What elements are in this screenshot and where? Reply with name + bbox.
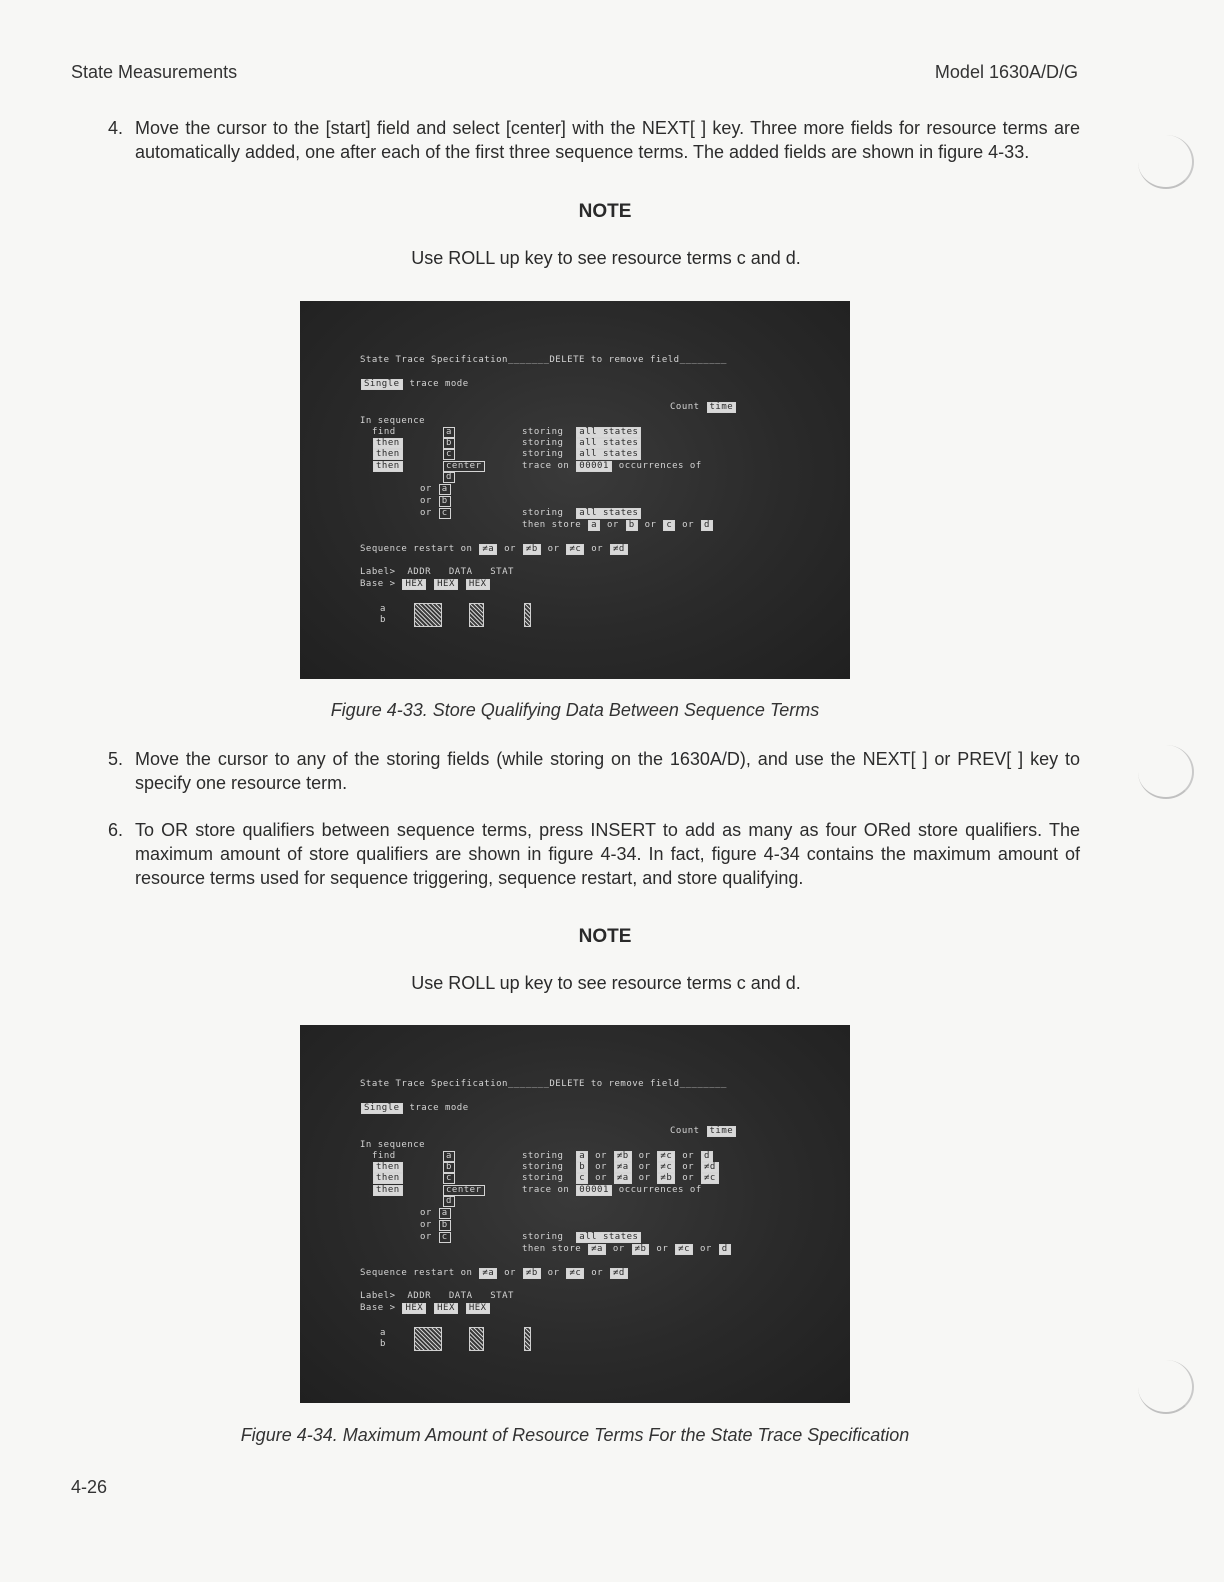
sequence-label-1 xyxy=(372,438,404,449)
or-term-field[interactable]: b xyxy=(439,496,451,507)
screen-text: storing xyxy=(522,1162,564,1172)
sequence-action-0 xyxy=(522,1151,714,1162)
screen-text: or xyxy=(420,508,432,518)
pod-label-line-a xyxy=(380,1328,386,1339)
screen-text: storing xyxy=(522,508,564,518)
screen-text: or xyxy=(547,544,560,554)
store-qualifier-field[interactable]: ≠c xyxy=(657,1162,675,1173)
then-field[interactable]: then xyxy=(373,1185,403,1196)
page-number: 4-26 xyxy=(71,1477,108,1497)
screen-text: Base > xyxy=(360,1303,396,1313)
store-qualifier-field[interactable]: a xyxy=(576,1151,588,1162)
screen-title: State Trace Specification_______DELETE to remove field________ xyxy=(360,1079,727,1089)
screen-text: or xyxy=(644,520,657,530)
screen-text: or xyxy=(420,484,432,494)
screen-text: Label> xyxy=(360,1291,396,1301)
count-line xyxy=(670,402,737,413)
or-term-2 xyxy=(420,1232,452,1243)
last-storing-line xyxy=(522,508,642,519)
note-text-2: Use ROLL up key to see resource terms c and d. xyxy=(411,973,801,993)
step-number: 6. xyxy=(108,820,124,840)
sequence-term-field[interactable]: c xyxy=(443,1173,455,1184)
restart-label: Sequence restart on xyxy=(360,544,473,554)
base-row xyxy=(360,1303,491,1314)
screen-title-line xyxy=(360,355,727,366)
screen-text: storing xyxy=(522,438,564,448)
restart-term-field[interactable]: ≠a xyxy=(479,1268,497,1279)
count-line xyxy=(670,1126,737,1137)
stat-bit-pattern xyxy=(524,603,531,627)
pod-label-line-b xyxy=(380,615,386,626)
restart-term-field[interactable]: ≠b xyxy=(523,544,541,555)
screen-text: or xyxy=(638,1162,651,1172)
screen-text: Count xyxy=(670,1126,700,1136)
then-store-field[interactable]: ≠b xyxy=(632,1244,650,1255)
screen-text: storing xyxy=(522,1173,564,1183)
screen-text: or xyxy=(420,496,432,506)
sequence-label-3 xyxy=(372,1185,404,1196)
screen-text: or xyxy=(547,1268,560,1278)
step-text: To OR store qualifiers between sequence terms, press INSERT to add as many as four ORed store qualifiers. The maximum amount of store qualifiers are shown in figure 4-34. In fact, figure 4-34 contains the maximum amount of resource terms used for sequence triggering, sequence restart, and store qualifying. xyxy=(135,820,1080,888)
then-store-field[interactable]: c xyxy=(663,520,675,531)
store-qualifier-field[interactable]: all states xyxy=(576,508,641,519)
screen-text: or xyxy=(504,1268,516,1278)
screen-text: occurrences of xyxy=(618,461,702,471)
screen-text: ADDR xyxy=(407,567,432,577)
base-field[interactable]: HEX xyxy=(402,579,426,590)
sequence-action-1 xyxy=(522,438,642,449)
restart-term-field[interactable]: ≠c xyxy=(566,1268,584,1279)
then-store-field[interactable]: ≠a xyxy=(588,1244,606,1255)
sequence-term-field[interactable]: d xyxy=(443,472,455,483)
screen-text: or xyxy=(591,1268,604,1278)
step-4 xyxy=(108,116,1080,164)
note-heading-1: NOTE xyxy=(578,201,632,222)
screen-text: storing xyxy=(522,1232,564,1242)
restart-term-field[interactable]: ≠d xyxy=(610,544,628,555)
screen-text: storing xyxy=(522,427,564,437)
figure-4-33-caption: Figure 4-33. Store Qualifying Data Between Sequence Terms xyxy=(330,700,820,720)
or-term-field[interactable]: c xyxy=(439,1232,451,1243)
screen-text: trace on xyxy=(522,1185,570,1195)
or-term-field[interactable]: b xyxy=(439,1220,451,1231)
count-field[interactable]: time xyxy=(707,1126,737,1137)
trace-mode-field[interactable]: Single xyxy=(361,379,403,390)
screen-text: or xyxy=(591,544,604,554)
or-term-0 xyxy=(420,1208,452,1219)
pod-label-a: a xyxy=(380,1328,386,1338)
base-field[interactable]: HEX xyxy=(434,579,458,590)
screen-text: then store xyxy=(522,520,582,530)
sequence-action-0 xyxy=(522,427,642,438)
screen-text: or xyxy=(420,1220,432,1230)
step-6 xyxy=(108,818,1080,890)
then-field[interactable]: then xyxy=(373,449,403,460)
in-sequence-label xyxy=(360,1140,425,1151)
note-text-1: Use ROLL up key to see resource terms c and d. xyxy=(411,248,801,268)
screen-text: DATA xyxy=(448,567,473,577)
sequence-label-1 xyxy=(372,1162,404,1173)
screen-text: or xyxy=(595,1151,607,1161)
screen-title: State Trace Specification_______DELETE to remove field________ xyxy=(360,355,727,365)
data-bit-pattern xyxy=(469,603,484,627)
base-field[interactable]: HEX xyxy=(466,1303,490,1314)
screen-text: or xyxy=(699,1244,712,1254)
screen-text: or xyxy=(656,1244,669,1254)
screen-text: Base > xyxy=(360,579,396,589)
sequence-term-4 xyxy=(442,1196,456,1207)
sequence-term-field[interactable]: center xyxy=(443,1185,485,1196)
trace-mode-field[interactable]: Single xyxy=(361,1103,403,1114)
screen-text: ADDR xyxy=(407,1291,432,1301)
screen-text: or xyxy=(682,520,695,530)
then-store-field[interactable]: ≠c xyxy=(675,1244,693,1255)
sequence-term-0 xyxy=(442,427,456,438)
addr-bit-pattern xyxy=(414,603,442,627)
store-qualifier-field[interactable]: ≠c xyxy=(701,1173,719,1184)
screen-text: trace on xyxy=(522,461,570,471)
step-text: Move the cursor to the [start] field and select [center] with the NEXT[ ] key. Three more fields for resource terms are automatically added, one after each of the first three sequence terms. The added fields are shown in figure 4-33. xyxy=(135,118,1080,162)
step-number: 5. xyxy=(108,749,124,769)
store-qualifier-field[interactable]: ≠d xyxy=(701,1162,719,1173)
store-qualifier-field[interactable]: all states xyxy=(576,449,641,460)
punch-hole-mark xyxy=(1138,1360,1194,1414)
sequence-label-0 xyxy=(372,427,396,438)
sequence-term-field[interactable]: b xyxy=(443,1162,455,1173)
screen-text: then store xyxy=(522,1244,582,1254)
screen-title-line xyxy=(360,1079,727,1090)
store-qualifier-field[interactable]: d xyxy=(701,1151,713,1162)
punch-hole-mark xyxy=(1138,745,1194,799)
sequence-term-field[interactable]: c xyxy=(443,449,455,460)
screen-text: storing xyxy=(522,1151,564,1161)
screen-text: or xyxy=(606,520,619,530)
header-left: State Measurements xyxy=(71,62,238,82)
sequence-action-3 xyxy=(522,1185,702,1196)
in-sequence-label xyxy=(360,416,425,427)
stat-bit-pattern xyxy=(524,1327,531,1351)
store-qualifier-field[interactable]: ≠a xyxy=(614,1162,632,1173)
pod-label-line-b xyxy=(380,1339,386,1350)
figure-4-34-caption: Figure 4-34. Maximum Amount of Resource Terms For the State Trace Specification xyxy=(240,1425,910,1445)
screen-text: STAT xyxy=(490,567,514,577)
count-field[interactable]: time xyxy=(707,402,737,413)
data-bit-pattern xyxy=(469,1327,484,1351)
then-field[interactable]: then xyxy=(373,461,403,472)
or-term-field[interactable]: a xyxy=(439,484,451,495)
label-row xyxy=(360,567,514,578)
trace-mode-line xyxy=(360,1103,469,1114)
sequence-term-field[interactable]: d xyxy=(443,1196,455,1207)
sequence-term-2 xyxy=(442,1173,456,1184)
screen-text: In sequence xyxy=(360,416,426,426)
screen-text: In sequence xyxy=(360,1140,426,1150)
base-row xyxy=(360,579,491,590)
pod-label-a: a xyxy=(380,604,386,614)
screen-text: or xyxy=(638,1173,651,1183)
screen-text: storing xyxy=(522,449,564,459)
screen-text: or xyxy=(595,1162,607,1172)
screen-text: or xyxy=(682,1173,695,1183)
base-field[interactable]: HEX xyxy=(466,579,490,590)
last-storing-line xyxy=(522,1232,642,1243)
screen-text: or xyxy=(682,1162,695,1172)
screen-text: or xyxy=(612,1244,625,1254)
sequence-term-1 xyxy=(442,438,456,449)
addr-bit-pattern xyxy=(414,1327,442,1351)
sequence-term-field[interactable]: b xyxy=(443,438,455,449)
pod-label-b: b xyxy=(380,615,386,625)
sequence-term-field[interactable]: center xyxy=(443,461,485,472)
store-qualifier-field[interactable]: ≠b xyxy=(614,1151,632,1162)
screen-text: or xyxy=(595,1173,607,1183)
sequence-term-field[interactable]: a xyxy=(443,1151,455,1162)
then-field[interactable]: then xyxy=(373,1162,403,1173)
screen-text: STAT xyxy=(490,1291,514,1301)
sequence-term-2 xyxy=(442,449,456,460)
occurrence-field[interactable]: 00001 xyxy=(576,1185,612,1196)
pod-label-b: b xyxy=(380,1339,386,1349)
sequence-action-1 xyxy=(522,1162,720,1173)
sequence-term-3 xyxy=(442,1185,486,1196)
then-field[interactable]: then xyxy=(373,1173,403,1184)
screen-text: Count xyxy=(670,402,700,412)
base-field[interactable]: HEX xyxy=(402,1303,426,1314)
occurrence-field[interactable]: 00001 xyxy=(576,461,612,472)
store-qualifier-field[interactable]: all states xyxy=(576,1232,641,1243)
sequence-label-0 xyxy=(372,1151,396,1162)
or-term-0 xyxy=(420,484,452,495)
trace-mode-line xyxy=(360,379,469,390)
then-store-line xyxy=(522,520,714,531)
header-right: Model 1630A/D/G xyxy=(934,62,1078,82)
or-term-1 xyxy=(420,1220,452,1231)
pod-label-line-a xyxy=(380,604,386,615)
screen-text: trace mode xyxy=(409,379,469,389)
sequence-action-2 xyxy=(522,449,642,460)
store-qualifier-field[interactable]: ≠c xyxy=(657,1151,675,1162)
sequence-term-1 xyxy=(442,1162,456,1173)
screen-text: or xyxy=(638,1151,651,1161)
screen-text: occurrences of xyxy=(618,1185,702,1195)
screen-text: DATA xyxy=(448,1291,473,1301)
step-number: 4. xyxy=(108,118,124,138)
sequence-label-2 xyxy=(372,1173,404,1184)
sequence-term-field[interactable]: a xyxy=(443,427,455,438)
label-row xyxy=(360,1291,514,1302)
base-field[interactable]: HEX xyxy=(434,1303,458,1314)
store-qualifier-field[interactable]: b xyxy=(576,1162,588,1173)
restart-term-field[interactable]: ≠a xyxy=(479,544,497,555)
sequence-label-3 xyxy=(372,461,404,472)
or-term-field[interactable]: a xyxy=(439,1208,451,1219)
screen-text: or xyxy=(420,1232,432,1242)
screen-text: or xyxy=(420,1208,432,1218)
screen-text: trace mode xyxy=(409,1103,469,1113)
restart-term-field[interactable]: ≠d xyxy=(610,1268,628,1279)
sequence-action-2 xyxy=(522,1173,720,1184)
punch-hole-mark xyxy=(1138,135,1194,189)
figure-4-33-screen xyxy=(300,301,850,679)
or-term-field[interactable]: c xyxy=(439,508,451,519)
restart-term-field[interactable]: ≠c xyxy=(566,544,584,555)
sequence-term-4 xyxy=(442,472,456,483)
store-qualifier-field[interactable]: ≠a xyxy=(614,1173,632,1184)
step-5 xyxy=(108,747,1080,795)
screen-text: find xyxy=(372,427,396,437)
store-qualifier-field[interactable]: all states xyxy=(576,438,641,449)
store-qualifier-field[interactable]: c xyxy=(576,1173,588,1184)
figure-4-34-screen xyxy=(300,1025,850,1403)
screen-text: find xyxy=(372,1151,396,1161)
screen-text: or xyxy=(682,1151,695,1161)
then-store-line xyxy=(522,1244,732,1255)
sequence-restart-line xyxy=(360,1268,629,1279)
then-store-field[interactable]: d xyxy=(701,520,713,531)
note-heading-2: NOTE xyxy=(578,926,632,947)
screen-text: Label> xyxy=(360,567,396,577)
or-term-1 xyxy=(420,496,452,507)
sequence-term-3 xyxy=(442,461,486,472)
then-store-field[interactable]: d xyxy=(719,1244,731,1255)
step-text: Move the cursor to any of the storing fields (while storing on the 1630A/D), and use the NEXT[ ] or PREV[ ] key to specify one resource term. xyxy=(135,749,1080,793)
or-term-2 xyxy=(420,508,452,519)
sequence-term-0 xyxy=(442,1151,456,1162)
then-store-field[interactable]: b xyxy=(626,520,638,531)
then-store-field[interactable]: a xyxy=(588,520,600,531)
sequence-label-2 xyxy=(372,449,404,460)
restart-term-field[interactable]: ≠b xyxy=(523,1268,541,1279)
sequence-action-3 xyxy=(522,461,702,472)
sequence-restart-line xyxy=(360,544,629,555)
store-qualifier-field[interactable]: ≠b xyxy=(657,1173,675,1184)
then-field[interactable]: then xyxy=(373,438,403,449)
restart-label: Sequence restart on xyxy=(360,1268,473,1278)
store-qualifier-field[interactable]: all states xyxy=(576,427,641,438)
screen-text: or xyxy=(504,544,516,554)
